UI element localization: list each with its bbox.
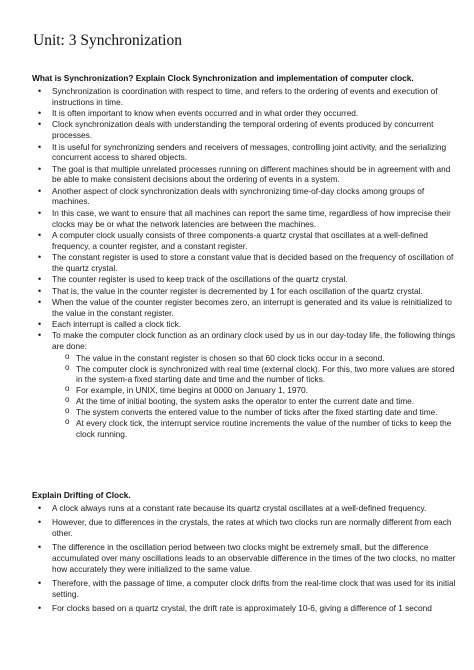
sub-list-item: o The value in the constant register is chosen so that 60 clock ticks occur in a second.: [38, 353, 456, 364]
list-item: • The goal is that multiple unrelated processes running on different machines should be in agreement with and be able to make consistent decisions about the ordering of events in a system.: [38, 164, 456, 185]
sub-list-item: o For example, in UNIX, time begins at 0000 on January 1, 1970.: [38, 385, 456, 396]
list-item: • Another aspect of clock synchronization deals with synchronizing time-of-day clocks among groups of machines.: [38, 186, 456, 207]
list-item: • Synchronization is coordination with respect to time, and refers to the ordering of events and execution of instructions in time.: [38, 86, 456, 107]
list-item: • The counter register is used to keep track of the oscillations of the quartz crystal.: [38, 274, 456, 285]
list-item: • However, due to differences in the crystals, the rates at which two clocks run are normally different from each other.: [38, 517, 456, 539]
list-item: • It is useful for synchronizing senders and receivers of messages, controlling joint activity, and the serializing concurrent access to shared objects.: [38, 142, 456, 163]
section-heading-clock-drift: Explain Drifting of Clock.: [32, 490, 131, 500]
sub-list-item: o The computer clock is synchronized with real time (external clock). For this, two more values are stored in the system-a fixed starting date and time and the number of ticks.: [38, 364, 456, 385]
list-item: • For clocks based on a quartz crystal, the drift rate is approximately 10-6, giving a difference of 1 second: [38, 603, 456, 614]
list-item: • Therefore, with the passage of time, a computer clock drifts from the real-time clock that was used for its initial setting.: [38, 578, 456, 600]
section-heading-synchronization: What is Synchronization? Explain Clock Synchronization and implementation of computer clock.: [32, 73, 414, 83]
list-item: • It is often important to know when events occurred and in what order they occurred.: [38, 108, 456, 119]
list-item: • That is, the value in the counter register is decremented by 1 for each oscillation of the quartz crystal.: [38, 286, 456, 297]
list-item: • Each interrupt is called a clock tick.: [38, 319, 456, 330]
page-title: Unit: 3 Synchronization: [33, 32, 182, 49]
clock-drift-bullet-list: [38, 503, 456, 617]
list-item: • To make the computer clock function as an ordinary clock used by us in our day-today life, the following things are done:: [38, 330, 456, 351]
list-item: • When the value of the counter register becomes zero, an interrupt is generated and its value is reinitialized to the value in the constant register.: [38, 297, 456, 318]
list-item: • A computer clock usually consists of three components-a quartz crystal that oscillates at a well-defined frequency, a counter register, and a constant register.: [38, 230, 456, 251]
sub-list-item: o The system converts the entered value to the number of ticks after the fixed starting date and time.: [38, 407, 456, 418]
synchronization-bullet-list: [38, 86, 456, 440]
list-item: • The difference in the oscillation period between two clocks might be extremely small, but the difference accumulated over many oscillations leads to an observable difference in the times of the two clocks, no matter how accurately they were initialized to the same value.: [38, 542, 456, 574]
list-item: • In this case, we want to ensure that all machines can report the same time, regardless of how imprecise their clocks may be or what the network latencies are between the machines.: [38, 208, 456, 229]
list-item: • A clock always runs at a constant rate because its quartz crystal oscillates at a well-defined frequency.: [38, 503, 456, 514]
sub-list-item: o At every clock tick, the interrupt service routine increments the value of the number of ticks to keep the clock running.: [38, 418, 456, 439]
list-item: • Clock synchronization deals with understanding the temporal ordering of events produced by concurrent processes.: [38, 119, 456, 140]
sub-list-item: o At the time of initial booting, the system asks the operator to enter the current date and time.: [38, 396, 456, 407]
list-item: • The constant register is used to store a constant value that is decided based on the frequency of oscillation of the quartz crystal.: [38, 252, 456, 273]
